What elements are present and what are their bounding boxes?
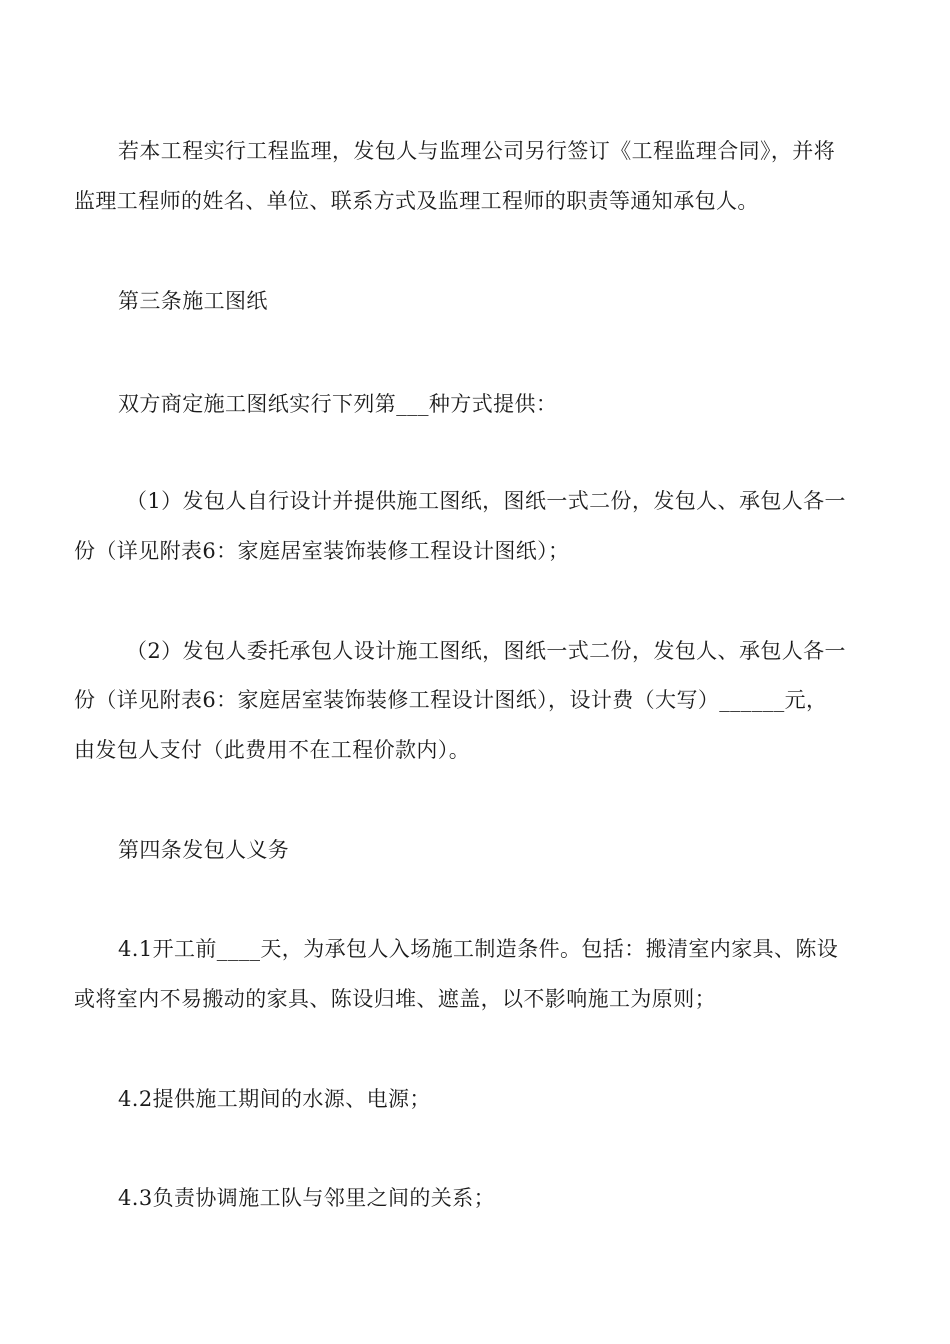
clause-4-3: 4.3负责协调施工队与邻里之间的关系； — [118, 1186, 495, 1210]
clause-4-2: 4.2提供施工期间的水源、电源； — [118, 1087, 431, 1111]
section-heading-article-4: 第四条发包人义务 — [118, 838, 290, 862]
paragraph-drawing-method: 双方商定施工图纸实行下列第___种方式提供： — [118, 392, 558, 416]
paragraph-supervision-line-1: 若本工程实行工程监理，发包人与监理公司另行签订《工程监理合同》，并将 — [118, 139, 836, 163]
paragraph-option-2-line-3: 由发包人支付（此费用不在工程价款内）。 — [74, 738, 471, 762]
paragraph-option-2-line-1: （2）发包人委托承包人设计施工图纸，图纸一式二份，发包人、承包人各一 — [126, 639, 846, 663]
paragraph-option-2-line-2: 份（详见附表6：家庭居室装饰装修工程设计图纸），设计费（大写）______元， — [74, 688, 828, 712]
clause-4-1-line-2: 或将室内不易搬动的家具、陈设归堆、遮盖，以不影响施工为原则； — [74, 987, 716, 1011]
clause-4-1-line-1: 4.1开工前____天，为承包人入场施工制造条件。包括：搬清室内家具、陈设 — [118, 937, 839, 961]
paragraph-supervision-line-2: 监理工程师的姓名、单位、联系方式及监理工程师的职责等通知承包人。 — [74, 189, 759, 213]
paragraph-option-1-line-2: 份（详见附表6：家庭居室装饰装修工程设计图纸）； — [74, 539, 570, 563]
paragraph-option-1-line-1: （1）发包人自行设计并提供施工图纸，图纸一式二份，发包人、承包人各一 — [126, 489, 846, 513]
section-heading-article-3: 第三条施工图纸 — [118, 289, 268, 313]
